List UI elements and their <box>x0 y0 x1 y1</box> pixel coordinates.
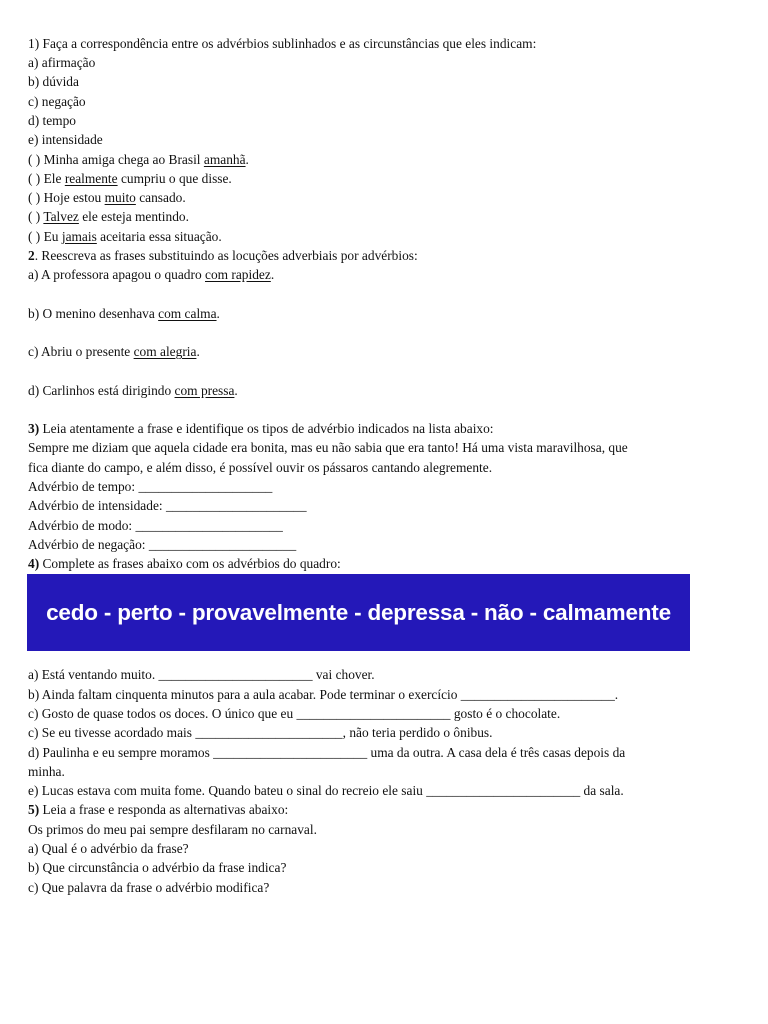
q4-heading: 4) Complete as frases abaixo com os advérbios do quadro: <box>28 556 341 571</box>
q1-item: ( ) Minha amiga chega ao Brasil amanhã. <box>28 152 249 167</box>
q5-question: a) Qual é o advérbio da frase? <box>28 841 189 856</box>
q1-option: a) afirmação <box>28 55 96 70</box>
underlined-adverb: Talvez <box>43 209 79 224</box>
q3-field: Advérbio de negação: ______________________ <box>28 537 297 552</box>
q3-heading: 3) Leia atentamente a frase e identifique os tipos de advérbio indicados na lista abaixo: <box>28 421 494 436</box>
q1-option: e) intensidade <box>28 132 103 147</box>
underlined-locution: com rapidez <box>205 267 271 282</box>
q3-field: Advérbio de intensidade: _____________________ <box>28 498 307 513</box>
q5-sentence: Os primos do meu pai sempre desfilaram no carnaval. <box>28 822 317 837</box>
q4-item: a) Está ventando muito. _______________________ vai chover. <box>28 667 375 682</box>
underlined-adverb: amanhã <box>203 152 246 167</box>
q3-text: Sempre me diziam que aquela cidade era bonita, mas eu não sabia que era tanto! Há uma vista maravilhosa, que <box>28 440 628 455</box>
underlined-adverb: muito <box>104 190 136 205</box>
q4-item: d) Paulinha e eu sempre moramos _______________________ uma da outra. A casa dela é três casas depois da <box>28 745 626 760</box>
q1-option: d) tempo <box>28 113 76 128</box>
underlined-locution: com alegria <box>133 344 197 359</box>
adverb-word-box: cedo - perto - provavelmente - depressa - não - calmamente <box>27 574 690 651</box>
q4-item: c) Gosto de quase todos os doces. O único que eu _______________________ gosto é o chocolate. <box>28 706 561 721</box>
q2-item: c) Abriu o presente com alegria. <box>28 344 200 359</box>
q1-item: ( ) Ele realmente cumpriu o que disse. <box>28 171 232 186</box>
q2-item: d) Carlinhos está dirigindo com pressa. <box>28 383 238 398</box>
q4-item-continued: minha. <box>28 764 65 779</box>
underlined-locution: com calma <box>158 306 217 321</box>
q5-question: b) Que circunstância o advérbio da frase indica? <box>28 860 287 875</box>
q4-item: b) Ainda faltam cinquenta minutos para a aula acabar. Pode terminar o exercício _______________________. <box>28 687 619 702</box>
q5-heading: 5) Leia a frase e responda as alternativas abaixo: <box>28 802 289 817</box>
underlined-locution: com pressa <box>174 383 235 398</box>
q3-field: Advérbio de tempo: ____________________ <box>28 479 273 494</box>
q3-field: Advérbio de modo: ______________________ <box>28 518 283 533</box>
q4-item: e) Lucas estava com muita fome. Quando bateu o sinal do recreio ele saiu _______________________ da sala. <box>28 783 624 798</box>
q1-item: ( ) Eu jamais aceitaria essa situação. <box>28 229 222 244</box>
q2-item: a) A professora apagou o quadro com rapidez. <box>28 267 275 282</box>
q3-text: fica diante do campo, e além disso, é possível ouvir os pássaros cantando alegremente. <box>28 460 493 475</box>
q1-item: ( ) Hoje estou muito cansado. <box>28 190 186 205</box>
q4-item: c) Se eu tivesse acordado mais ______________________, não teria perdido o ônibus. <box>28 725 493 740</box>
q1-heading: 1) Faça a correspondência entre os advérbios sublinhados e as circunstâncias que eles indicam: <box>28 36 537 51</box>
q1-option: c) negação <box>28 94 86 109</box>
q1-item: ( ) Talvez ele esteja mentindo. <box>28 209 189 224</box>
q1-option: b) dúvida <box>28 74 79 89</box>
underlined-adverb: jamais <box>61 229 97 244</box>
q5-question: c) Que palavra da frase o advérbio modifica? <box>28 880 270 895</box>
q2-item: b) O menino desenhava com calma. <box>28 306 220 321</box>
q2-heading: 2. Reescreva as frases substituindo as locuções adverbiais por advérbios: <box>28 248 418 263</box>
underlined-adverb: realmente <box>64 171 118 186</box>
